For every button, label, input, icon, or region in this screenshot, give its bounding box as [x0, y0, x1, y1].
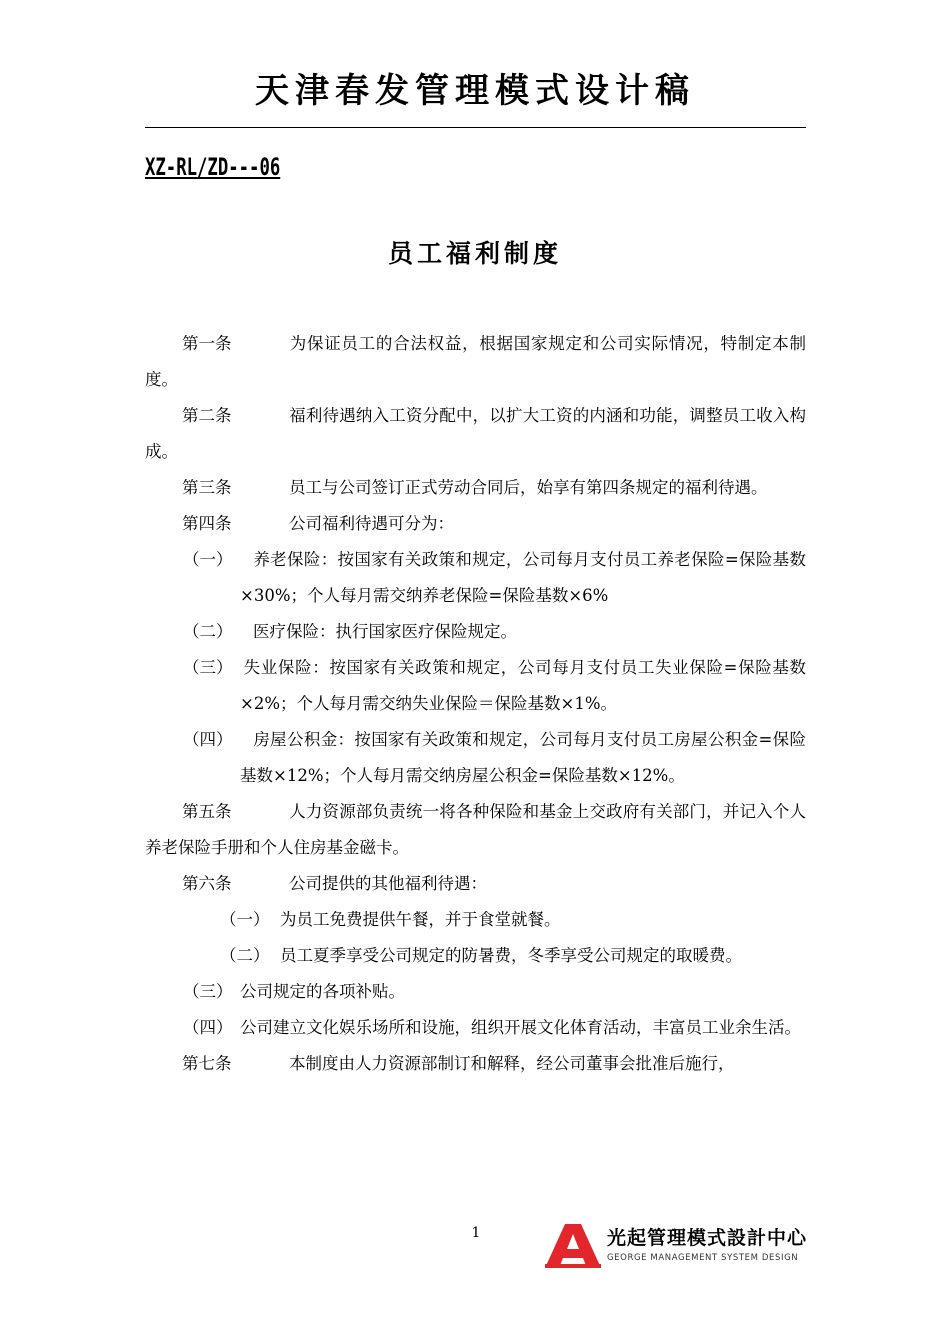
document-code: XZ-RL/ZD---06: [145, 153, 281, 181]
item-number: （四）: [183, 730, 233, 749]
list-item: [145, 614, 806, 650]
article-text: 本制度由人力资源部制订和解释，经公司董事会批准后施行，: [289, 1054, 735, 1073]
item-text: 医疗保险：执行国家医疗保险规定。: [253, 622, 517, 641]
logo-chinese-name: 光起管理模式設計中心: [607, 1227, 808, 1249]
article-label: 第一条: [182, 334, 232, 353]
list-item: [145, 722, 806, 794]
article-label: 第七条: [182, 1054, 232, 1073]
logo-underline: [545, 1264, 601, 1268]
page-number: 1: [471, 1225, 481, 1241]
logo-english-name: GEORGE MANAGEMENT SYSTEM DESIGN: [607, 1253, 799, 1263]
list-item: [145, 650, 806, 722]
list-item: [145, 542, 806, 614]
list-item: [145, 938, 806, 974]
article-label: 第三条: [182, 478, 232, 497]
item-text: 公司规定的各项补贴。: [240, 982, 405, 1001]
document-body: [145, 326, 806, 1082]
item-number: （一）: [183, 550, 233, 569]
article-text: 福利待遇纳入工资分配中，以扩大工资的内涵和功能，调整员工收入构成。: [145, 406, 806, 461]
item-text: 养老保险：按国家有关政策和规定，公司每月支付员工养老保险=保险基数×30%；个人每月需交纳养老保险=保险基数×6%: [240, 550, 806, 605]
article-6: [145, 866, 806, 902]
footer-logo: [545, 1222, 807, 1268]
item-number: （二）: [220, 946, 270, 965]
item-number: （三）: [183, 982, 233, 1001]
item-text: 失业保险：按国家有关政策和规定，公司每月支付员工失业保险=保险基数×2%；个人每月需交纳失业保险＝保险基数×1%。: [240, 658, 806, 713]
item-number: （四）: [183, 1018, 233, 1037]
item-number: （二）: [183, 622, 233, 641]
item-text: 房屋公积金：按国家有关政策和规定，公司每月支付员工房屋公积金=保险基数×12%；个人每月需交纳房屋公积金=保险基数×12%。: [240, 730, 806, 785]
item-text: 为员工免费提供午餐，并于食堂就餐。: [280, 910, 561, 929]
article-label: 第五条: [182, 802, 232, 821]
article-text: 人力资源部负责统一将各种保险和基金上交政府有关部门，并记入个人养老保险手册和个人住房基金磁卡。: [145, 802, 806, 857]
item-number: （一）: [220, 910, 270, 929]
header-title: 天津春发管理模式设计稿: [255, 71, 695, 111]
article-text: 公司提供的其他福利待遇：: [289, 874, 487, 893]
article-label: 第六条: [182, 874, 232, 893]
article-2: [145, 398, 806, 470]
item-text: 员工夏季享受公司规定的防暑费，冬季享受公司规定的取暖费。: [280, 946, 742, 965]
item-number: （三）: [183, 658, 233, 677]
article-7: [145, 1046, 806, 1082]
list-item: [145, 902, 806, 938]
list-item: [145, 1010, 806, 1046]
list-item: [145, 974, 806, 1010]
article-text: 为保证员工的合法权益，根据国家规定和公司实际情况，特制定本制度。: [145, 334, 806, 389]
article-1: [145, 326, 806, 398]
article-label: 第二条: [182, 406, 232, 425]
header-divider: [145, 127, 806, 128]
item-text: 公司建立文化娱乐场所和设施，组织开展文化体育活动，丰富员工业余生活。: [240, 1018, 801, 1037]
article-text: 员工与公司签订正式劳动合同后，始享有第四条规定的福利待遇。: [289, 478, 768, 497]
article-label: 第四条: [182, 514, 232, 533]
logo-a-icon: [545, 1222, 601, 1268]
document-title: 员工福利制度: [387, 239, 562, 268]
article-3: [145, 470, 806, 506]
article-4: [145, 506, 806, 542]
article-text: 公司福利待遇可分为：: [289, 514, 454, 533]
article-5: [145, 794, 806, 866]
